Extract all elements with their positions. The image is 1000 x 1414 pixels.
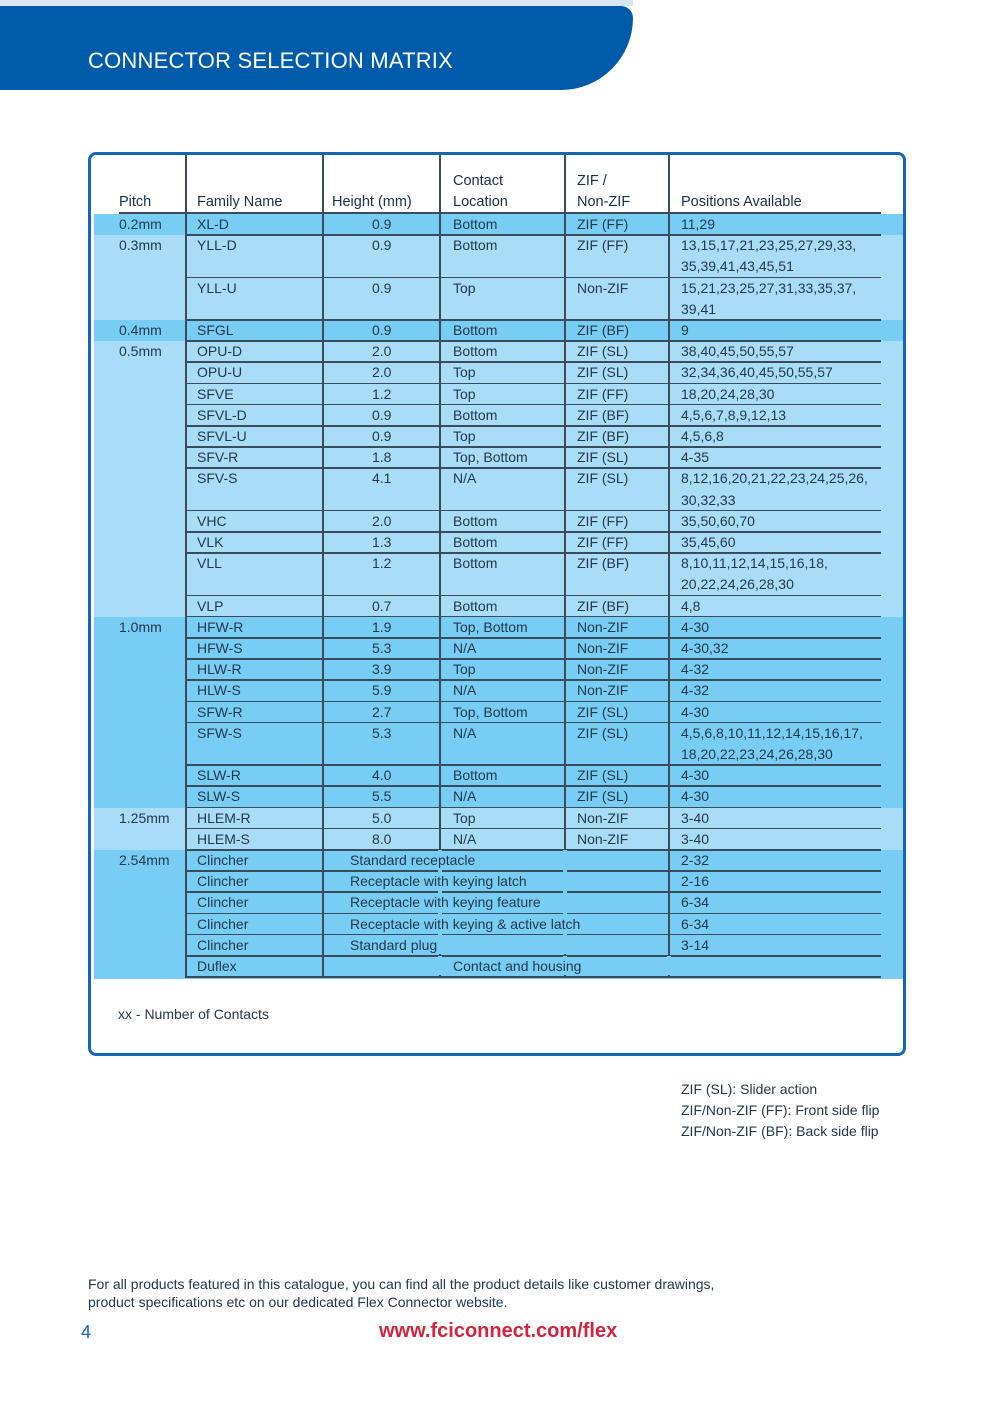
row-contact: Bottom xyxy=(453,237,498,254)
row-height: 2.0 xyxy=(372,512,392,529)
row-zif: ZIF (FF) xyxy=(577,237,629,254)
row-rule xyxy=(185,319,881,321)
row-height: 2.7 xyxy=(372,703,392,720)
website-note xyxy=(88,1275,788,1311)
row-height: 0.9 xyxy=(372,237,392,254)
row-contact: N/A xyxy=(453,682,477,699)
row-height: 5.0 xyxy=(372,809,392,826)
row-zif: ZIF (SL) xyxy=(577,724,629,741)
row-description: Receptacle with keying feature xyxy=(350,894,541,911)
row-positions: 4-30 xyxy=(681,618,710,635)
col-header-positions: Positions Available xyxy=(681,194,802,210)
row-contact: N/A xyxy=(453,640,477,656)
column-divider xyxy=(185,155,187,977)
row-family: SFV-R xyxy=(197,449,239,466)
row-rule xyxy=(185,701,881,703)
row-description: Contact and housing xyxy=(453,958,582,974)
row-family: SFW-R xyxy=(197,703,243,720)
row-positions: 3-40 xyxy=(681,809,710,826)
website-link[interactable]: www.fciconnect.com/flex xyxy=(379,1320,618,1342)
row-positions: 35,50,60,70 xyxy=(681,512,755,529)
col-header-height: Height (mm) xyxy=(332,194,412,210)
row-zif: ZIF (SL) xyxy=(577,449,629,466)
row-zif: ZIF (SL) xyxy=(577,343,629,360)
row-zif: ZIF (BF) xyxy=(577,555,630,572)
row-positions: 15,21,23,25,27,31,33,35,37, xyxy=(681,279,857,296)
row-height: 1.2 xyxy=(372,555,392,572)
row-contact: Bottom xyxy=(453,322,498,338)
row-rule xyxy=(185,616,881,618)
row-zif: Non-ZIF xyxy=(577,618,629,635)
row-height: 4.0 xyxy=(372,767,392,784)
row-positions: 38,40,45,50,55,57 xyxy=(681,343,794,360)
column-divider xyxy=(322,155,324,977)
row-positions: 35,39,41,43,45,51 xyxy=(681,258,794,275)
website-note-line-1: For all products featured in this catalogue, you can find all the product details like customer drawings, xyxy=(88,1276,715,1292)
row-contact: Bottom xyxy=(453,406,498,423)
row-zif: ZIF (FF) xyxy=(577,216,629,232)
row-positions: 39,41 xyxy=(681,300,717,317)
row-zif: ZIF (BF) xyxy=(577,597,630,614)
row-zif: ZIF (FF) xyxy=(577,385,629,402)
row-pitch: 0.5mm xyxy=(119,343,162,360)
selection-matrix-frame xyxy=(88,152,906,1056)
row-zif: ZIF (SL) xyxy=(577,767,629,784)
row-contact: N/A xyxy=(453,830,477,847)
row-positions: 4-32 xyxy=(681,661,710,678)
row-rule xyxy=(185,785,881,787)
row-positions: 2-32 xyxy=(681,852,710,868)
row-positions: 4,5,6,7,8,9,12,13 xyxy=(681,406,787,423)
row-height: 8.0 xyxy=(372,830,392,847)
row-positions: 3-14 xyxy=(681,936,710,953)
row-description: Standard receptacle xyxy=(350,852,476,868)
row-contact: Top xyxy=(453,661,476,678)
row-pitch: 2.54mm xyxy=(119,852,170,868)
row-zif: Non-ZIF xyxy=(577,682,629,699)
row-family: Clincher xyxy=(197,936,249,953)
row-positions: 4,5,6,8 xyxy=(681,428,724,444)
row-family: HLEM-R xyxy=(197,809,251,826)
row-contact: Top xyxy=(453,279,476,296)
merged-cell-mask xyxy=(438,956,442,975)
row-contact: Bottom xyxy=(453,343,498,360)
col-header-contact-2: Location xyxy=(453,194,508,210)
row-family: SFVL-U xyxy=(197,428,247,444)
row-positions: 4-35 xyxy=(681,449,710,466)
row-contact: N/A xyxy=(453,470,477,487)
col-header-zif-2: Non-ZIF xyxy=(577,194,631,210)
row-zif: ZIF (SL) xyxy=(577,470,629,487)
row-height: 2.0 xyxy=(372,343,392,360)
row-positions: 8,12,16,20,21,22,23,24,25,26, xyxy=(681,470,868,487)
row-height: 5.3 xyxy=(372,640,392,656)
row-positions: 18,20,22,23,24,26,28,30 xyxy=(681,746,833,762)
row-height: 5.3 xyxy=(372,724,392,741)
page-number: 4 xyxy=(81,1322,92,1342)
row-contact: Top, Bottom xyxy=(453,703,528,720)
row-contact: N/A xyxy=(453,788,477,805)
row-contact: Bottom xyxy=(453,767,498,784)
row-positions: 6-34 xyxy=(681,894,710,911)
merged-cell-mask xyxy=(563,850,567,954)
row-positions: 20,22,24,26,28,30 xyxy=(681,576,794,593)
row-positions: 32,34,36,40,45,50,55,57 xyxy=(681,364,833,381)
row-description: Standard plug xyxy=(350,936,438,953)
row-positions: 11,29 xyxy=(681,216,715,232)
row-rule xyxy=(185,870,881,872)
row-zif: Non-ZIF xyxy=(577,809,629,826)
row-family: SFV-S xyxy=(197,470,238,487)
row-family: Duflex xyxy=(197,958,237,974)
row-contact: Top xyxy=(453,428,476,444)
row-positions: 18,20,24,28,30 xyxy=(681,385,775,402)
legend-item-ff: ZIF/Non-ZIF (FF): Front side flip xyxy=(681,1102,880,1118)
row-family: Clincher xyxy=(197,915,249,932)
page-title: CONNECTOR SELECTION MATRIX xyxy=(88,48,453,73)
row-height: 0.7 xyxy=(372,597,392,614)
row-positions: 4-30 xyxy=(681,767,710,784)
row-positions: 13,15,17,21,23,25,27,29,33, xyxy=(681,237,857,254)
row-contact: Top xyxy=(453,364,476,381)
row-positions: 35,45,60 xyxy=(681,534,736,550)
col-header-contact: Contact xyxy=(453,173,503,189)
row-positions: 4,5,6,8,10,11,12,14,15,16,17, xyxy=(681,724,863,741)
row-positions: 4-30 xyxy=(681,788,710,805)
col-header-zif: ZIF / xyxy=(577,173,607,189)
row-pitch: 1.0mm xyxy=(119,618,162,635)
row-height: 1.8 xyxy=(372,449,392,466)
row-positions: 4-30,32 xyxy=(681,640,729,656)
row-family: HFW-S xyxy=(197,640,243,656)
row-pitch: 0.4mm xyxy=(119,322,162,338)
row-family: VLL xyxy=(197,555,222,572)
row-family: SLW-R xyxy=(197,767,241,784)
row-rule xyxy=(185,849,881,851)
row-rule xyxy=(185,658,881,660)
row-height: 0.9 xyxy=(372,322,392,338)
row-contact: Bottom xyxy=(453,534,498,550)
row-height: 5.5 xyxy=(372,788,392,805)
row-zif: ZIF (SL) xyxy=(577,703,629,720)
col-header-family: Family Name xyxy=(197,194,283,210)
row-height: 3.9 xyxy=(372,661,392,678)
row-family: Clincher xyxy=(197,873,249,890)
row-contact: N/A xyxy=(453,724,477,741)
row-pitch: 0.2mm xyxy=(119,216,162,232)
row-height: 0.9 xyxy=(372,406,392,423)
row-family: SFW-S xyxy=(197,724,242,741)
row-rule xyxy=(185,828,881,830)
row-rule xyxy=(185,510,881,512)
row-height: 0.9 xyxy=(372,279,392,296)
row-family: SFGL xyxy=(197,322,234,338)
row-rule xyxy=(185,446,881,448)
row-family: SLW-S xyxy=(197,788,241,805)
row-height: 1.2 xyxy=(372,385,392,402)
row-family: HFW-R xyxy=(197,618,244,635)
merged-cell-mask xyxy=(667,956,671,975)
row-height: 5.9 xyxy=(372,682,392,699)
row-zif: ZIF (SL) xyxy=(577,364,629,381)
row-height: 1.9 xyxy=(372,618,392,635)
column-divider xyxy=(668,155,670,977)
row-zif: Non-ZIF xyxy=(577,279,629,296)
row-positions: 30,32,33 xyxy=(681,491,736,508)
row-zif: Non-ZIF xyxy=(577,661,629,678)
row-rule xyxy=(185,679,881,681)
row-pitch: 1.25mm xyxy=(119,809,170,826)
website-note-line-2: product specifications etc on our dedicated Flex Connector website. xyxy=(88,1294,508,1310)
row-height: 4.1 xyxy=(372,470,392,487)
row-zif: Non-ZIF xyxy=(577,640,629,656)
row-positions: 4-32 xyxy=(681,682,710,699)
row-height: 1.3 xyxy=(372,534,392,550)
row-contact: Bottom xyxy=(453,597,498,614)
row-zif: Non-ZIF xyxy=(577,830,629,847)
row-height: 2.0 xyxy=(372,364,392,381)
row-positions: 8,10,11,12,14,15,16,18, xyxy=(681,555,828,572)
row-zif: ZIF (FF) xyxy=(577,512,629,529)
row-family: VLP xyxy=(197,597,224,614)
row-family: HLW-R xyxy=(197,661,242,678)
row-family: OPU-U xyxy=(197,364,243,381)
row-description: Receptacle with keying latch xyxy=(350,873,527,890)
row-height: 0.9 xyxy=(372,428,392,444)
row-contact: Top, Bottom xyxy=(453,618,528,635)
row-family: Clincher xyxy=(197,852,249,868)
row-pitch: 0.3mm xyxy=(119,237,162,254)
row-positions: 6-34 xyxy=(681,915,710,932)
zif-legend xyxy=(681,1079,879,1142)
row-family: YLL-D xyxy=(197,237,237,254)
row-rule xyxy=(185,531,881,533)
row-positions: 3-40 xyxy=(681,830,710,847)
legend-item-sl: ZIF (SL): Slider action xyxy=(681,1081,818,1097)
row-family: SFVE xyxy=(197,385,234,402)
row-positions: 4-30 xyxy=(681,703,710,720)
row-zif: ZIF (FF) xyxy=(577,534,629,550)
row-family: OPU-D xyxy=(197,343,243,360)
row-rule xyxy=(185,807,881,809)
row-family: HLW-S xyxy=(197,682,241,699)
row-family: HLEM-S xyxy=(197,830,250,847)
row-contact: Top xyxy=(453,809,476,826)
row-positions: 4,8 xyxy=(681,597,701,614)
row-zif: ZIF (BF) xyxy=(577,406,630,423)
row-positions: 9 xyxy=(681,322,689,338)
legend-item-bf: ZIF/Non-ZIF (BF): Back side flip xyxy=(681,1123,879,1139)
row-family: SFVL-D xyxy=(197,406,247,423)
row-zif: ZIF (BF) xyxy=(577,428,630,444)
col-header-pitch: Pitch xyxy=(119,194,152,210)
row-description: Receptacle with keying & active latch xyxy=(350,915,581,932)
selection-matrix-table xyxy=(91,155,906,1056)
row-contact: Bottom xyxy=(453,512,498,529)
row-family: YLL-U xyxy=(197,279,237,296)
table-footnote: xx - Number of Contacts xyxy=(118,1006,269,1022)
row-zif: ZIF (SL) xyxy=(577,788,629,805)
row-zif: ZIF (BF) xyxy=(577,322,630,338)
row-contact: Top, Bottom xyxy=(453,449,528,466)
row-family: Clincher xyxy=(197,894,249,911)
row-family: XL-D xyxy=(197,216,229,232)
row-contact: Bottom xyxy=(453,216,498,232)
row-contact: Top xyxy=(453,385,476,402)
row-rule xyxy=(185,637,881,639)
row-contact: Bottom xyxy=(453,555,498,572)
row-family: VHC xyxy=(197,512,227,529)
row-height: 0.9 xyxy=(372,216,392,232)
row-family: VLK xyxy=(197,534,224,550)
row-positions: 2-16 xyxy=(681,873,710,890)
